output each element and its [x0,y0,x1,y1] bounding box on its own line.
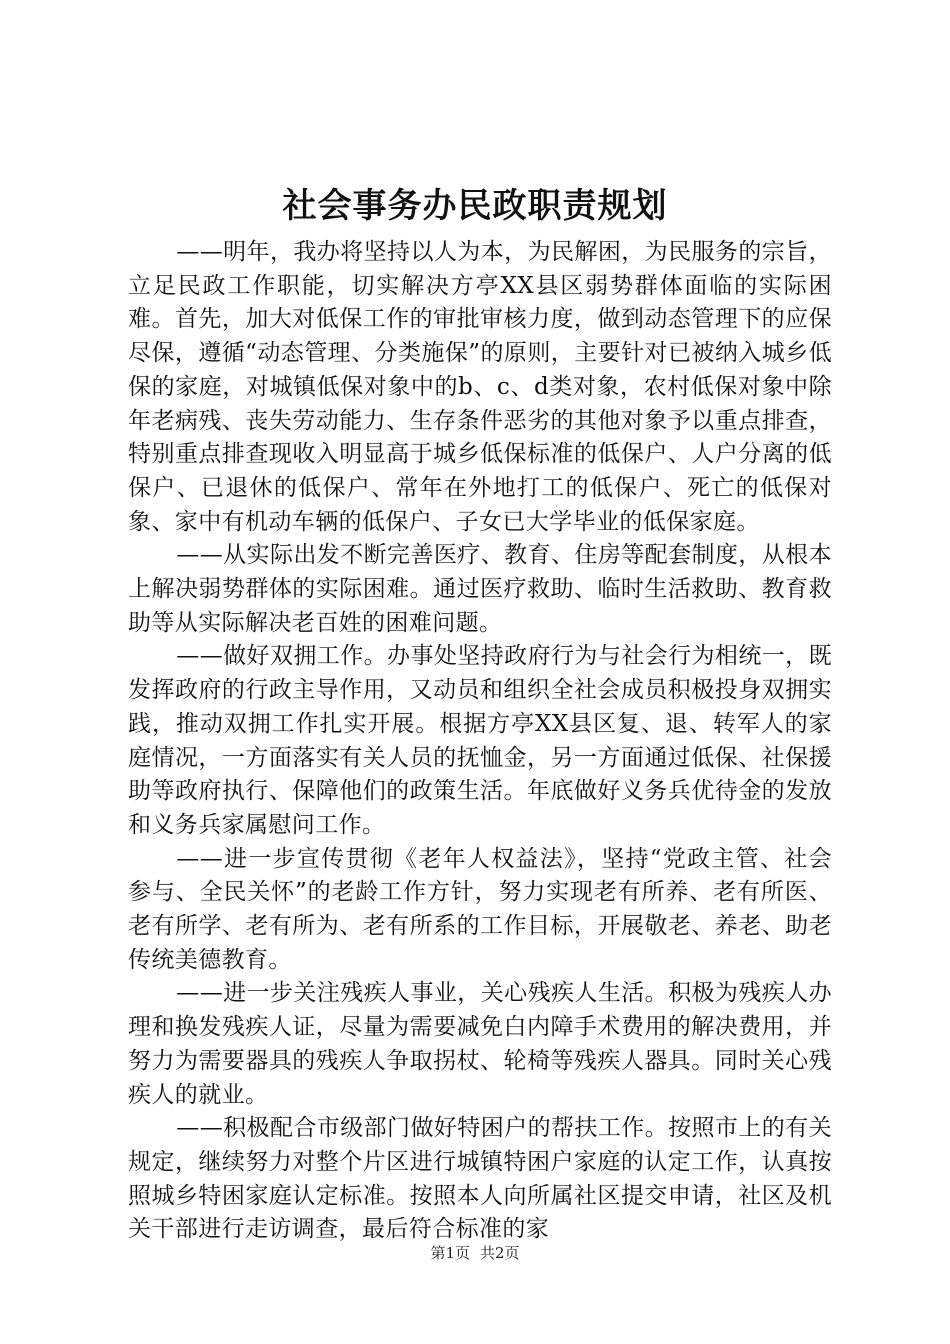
page-total: 共2页 [480,1244,520,1262]
paragraph-military-support: ——做好双拥工作。办事处坚持政府行为与社会行为相统一，既发挥政府的行政主导作用，又动员和组织全社会成员积极投身双拥实践，推动双拥工作扎实开展。根据方亭XX县区复、退、转军人的家庭情况，一方面落实有关人员的抚恤金，另一方面通过低保、社保援助等政府执行、保障他们的政策生活。年底做好义务兵优待金的发放和义务兵家属慰问工作。 [128,643,832,838]
paragraph-support-systems: ——从实际出发不断完善医疗、教育、住房等配套制度，从根本上解决弱势群体的实际困难。通过医疗救助、临时生活救助、教育救助等从实际解决老百姓的困难问题。 [128,542,832,636]
paragraph-low-income-review: ——明年，我办将坚持以人为本，为民解困，为民服务的宗旨，立足民政工作职能，切实解决方亭XX县区弱势群体面临的实际困难。首先，加大对低保工作的审批审核力度，做到动态管理下的应保尽保，遵循“动态管理、分类施保”的原则，主要针对已被纳入城乡低保的家庭，对城镇低保对象中的b、c、d类对象，农村低保对象中除年老病残、丧失劳动能力、生存条件恶劣的其他对象予以重点排查，特别重点排查现收入明显高于城乡低保标准的低保户、人户分离的低保户、已退休的低保户、常年在外地打工的低保户、死亡的低保对象、家中有机动车辆的低保户、子女已大学毕业的低保家庭。 [128,239,832,535]
document-title: 社会事务办民政职责规划 [282,186,668,226]
document-body [128,236,832,1247]
paragraph-disabled-support: ——进一步关注残疾人事业，关心残疾人生活。积极为残疾人办理和换发残疾人证，尽量为需要减免白内障手术费用的解决费用，并努力为需要器具的残疾人争取拐杖、轮椅等残疾人器具。同时关心残疾人的就业。 [128,980,832,1108]
page-number: 第1页 [430,1244,470,1262]
page-footer [0,1242,950,1264]
paragraph-poverty-assistance: ——积极配合市级部门做好特困户的帮扶工作。按照市上的有关规定，继续努力对整个片区进行城镇特困户家庭的认定工作，认真按照城乡特困家庭认定标准。按照本人向所属社区提交申请，社区及机关干部进行走访调查，最后符合标准的家 [128,1115,832,1243]
paragraph-elderly-rights: ——进一步宣传贯彻《老年人权益法》，坚持“党政主管、社会参与、全民关怀”的老龄工作方针，努力实现老有所养、老有所医、老有所学、老有所为、老有所系的工作目标，开展敬老、养老、助老传统美德教育。 [128,845,832,973]
